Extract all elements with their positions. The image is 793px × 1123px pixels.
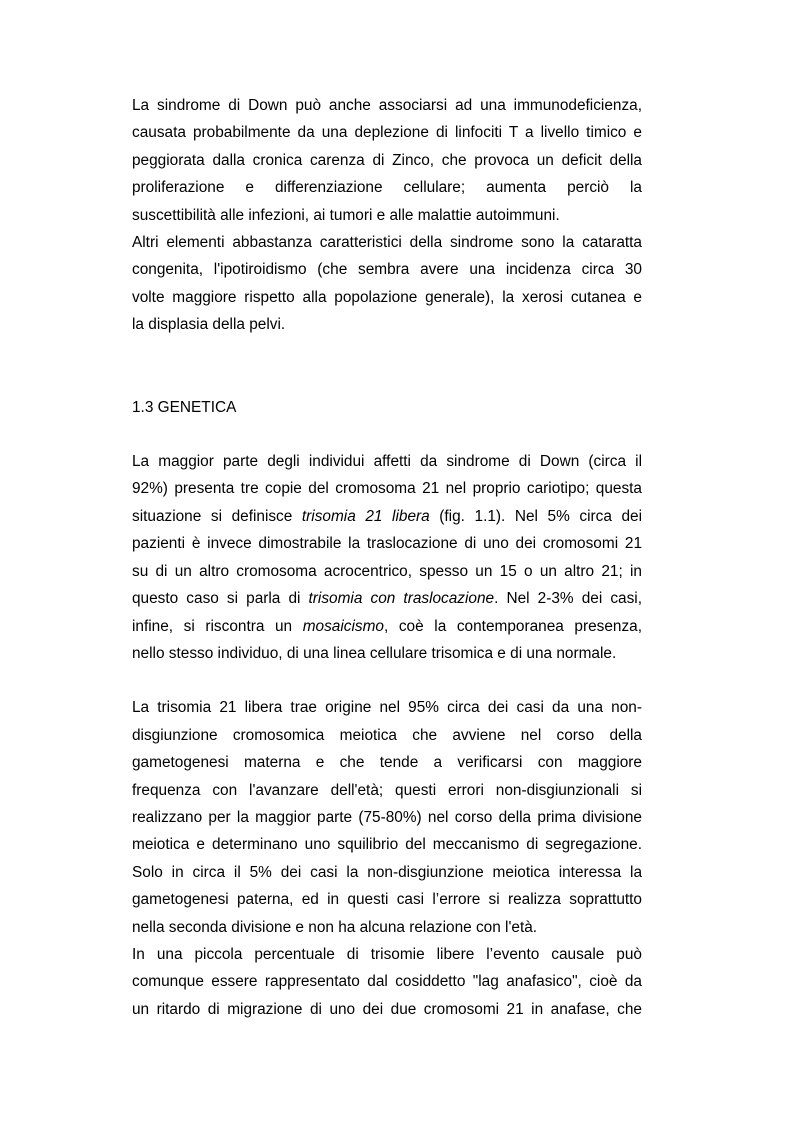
paragraph-anaphase-lag	[132, 941, 642, 1023]
italic-term: trisomia con traslocazione	[308, 590, 495, 608]
document-page	[132, 92, 642, 1023]
text-line: peggiorata dalla cronica carenza di Zinco, che provoca un deficit della	[132, 151, 642, 169]
text-line	[132, 503, 642, 530]
text-line: La maggior parte degli individui affetti da sindrome di Down (circa il	[132, 453, 642, 471]
text-line: La trisomia 21 libera trae origine nel 95% circa dei casi da una non-	[132, 699, 642, 717]
text-line: nello stesso individuo, di una linea cellulare trisomica e di una normale.	[132, 644, 617, 662]
text-line: suscettibilità alle infezioni, ai tumori e alle malattie autoimmuni.	[132, 206, 560, 224]
text-line: su di un altro cromosoma acrocentrico, spesso un 15 o un altro 21; in	[132, 562, 642, 580]
text-line	[132, 585, 642, 612]
text-line: realizzano per la maggior parte (75-80%) nel corso della prima divisione	[132, 808, 642, 826]
section-heading: 1.3 GENETICA	[132, 398, 237, 416]
text-line	[132, 613, 642, 640]
text-line: volte maggiore rispetto alla popolazione generale), la xerosi cutanea e	[132, 288, 642, 306]
text-line: In una piccola percentuale di trisomie libere l’evento causale può	[132, 945, 642, 963]
text-run: (fig. 1.1). Nel 5% circa dei	[429, 507, 642, 525]
text-line: congenita, l'ipotiroidismo (che sembra avere una incidenza circa 30	[132, 261, 642, 279]
text-line: nella seconda divisione e non ha alcuna relazione con l'età.	[132, 918, 538, 936]
paragraph-genetics-intro	[132, 448, 642, 667]
paragraph-other-elements	[132, 229, 642, 339]
text-line: gametogenesi materna e che tende a verificarsi con maggiore	[132, 754, 642, 772]
text-run: , coè la contemporanea presenza,	[383, 617, 642, 635]
text-line: causata probabilmente da una deplezione di linfociti T a livello timico e	[132, 124, 642, 142]
paragraph-immunodeficiency	[132, 92, 642, 229]
text-line: Solo in circa il 5% dei casi la non-disgiunzione meiotica interessa la	[132, 863, 642, 881]
text-line: frequenza con l'avanzare dell'età; questi errori non-disgiunzionali si	[132, 781, 642, 799]
italic-term: trisomia 21 libera	[301, 507, 430, 525]
italic-term: mosaicismo	[302, 617, 384, 635]
text-line: comunque essere rappresentato dal cosiddetto "lag anafasico", cioè da	[132, 973, 642, 991]
text-line: disgiunzione cromosomica meiotica che avviene nel corso della	[132, 726, 642, 744]
text-line: gametogenesi paterna, ed in questi casi l’errore si realizza soprattutto	[132, 891, 642, 909]
text-line: un ritardo di migrazione di uno dei due cromosomi 21 in anafase, che	[132, 1000, 642, 1018]
text-line: proliferazione e differenziazione cellulare; aumenta perciò la	[132, 179, 642, 197]
text-line: meiotica e determinano uno squilibrio del meccanismo di segregazione.	[132, 836, 642, 854]
text-run: infine, si riscontra un	[132, 617, 303, 635]
text-line: Altri elementi abbastanza caratteristici della sindrome sono la cataratta	[132, 234, 642, 252]
text-run: questo caso si parla di	[132, 590, 309, 608]
paragraph-free-trisomy	[132, 694, 642, 941]
text-run: . Nel 2-3% dei casi,	[494, 590, 642, 608]
text-line: 92%) presenta tre copie del cromosoma 21 nel proprio cariotipo; questa	[132, 480, 642, 498]
text-line: pazienti è invece dimostrabile la traslocazione di uno dei cromosomi 21	[132, 535, 642, 553]
text-line: la displasia della pelvi.	[132, 316, 286, 334]
text-run: situazione si definisce	[132, 507, 302, 525]
text-line: La sindrome di Down può anche associarsi ad una immunodeficienza,	[132, 97, 642, 114]
